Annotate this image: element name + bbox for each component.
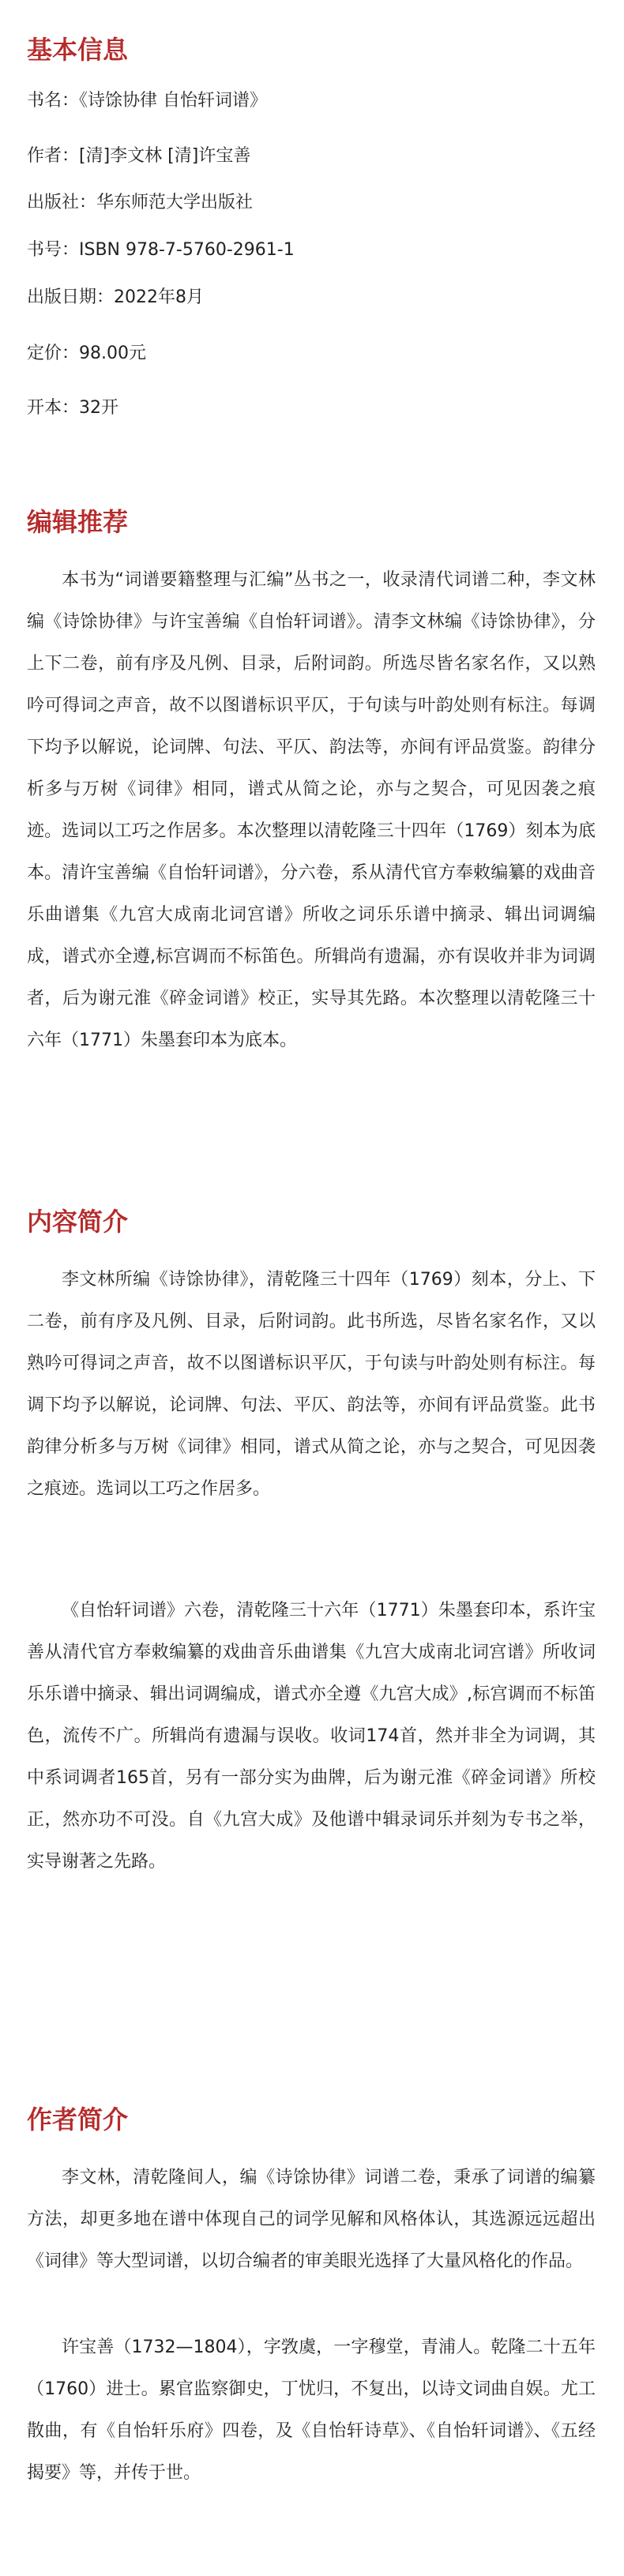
info-book-name: 书名：《诗馀协律 自怡轩词谱》: [27, 91, 267, 111]
content-intro-title: 内容简介: [27, 1207, 129, 1237]
info-publisher: 出版社：华东师范大学出版社: [27, 193, 254, 212]
editor-recommend-paragraph: 本书为“词谱要籍整理与汇编”丛书之一，收录清代词谱二种，李文林编《诗馀协律》与许宝善编《自怡轩词谱》。清李文林编《诗馀协律》，分上下二卷，前有序及凡例、目录，后附词韵。所选尽皆名家名作，又以熟吟可得词之声音，故不以图谱标识平仄，于句读与叶韵处则有标注。每调下均予以解说，论词牌、句法、平仄、韵法等，亦间有评品赏鉴。韵律分析多与万树《词律》相同，谱式从简之论，亦与之契合，可见因袭之痕迹。选词以工巧之作居多。本次整理以清乾隆三十四年（1769）刻本为底本。清许宝善编《自怡轩词谱》，分六卷，系从清代官方奉敕编纂的戏曲音乐曲谱集《九宫大成南北词宫谱》所收之词乐乐谱中摘录、辑出词调编成，谱式亦全遵,标宫调而不标笛色。所辑尚有遗漏，亦有误收并非为词调者，后为谢元淮《碎金词谱》校正，实导其先路。本次整理以清乾隆三十六年（1771）朱墨套印本为底本。: [27, 570, 596, 1050]
author-intro-paragraph-1: 李文林，清乾隆间人，编《诗馀协律》词谱二卷，秉承了词谱的编纂方法，却更多地在谱中体现自己的词学见解和风格体认，其选源远远超出《词律》等大型词谱，以切合编者的审美眼光选择了大量风格化的作品。: [27, 2168, 596, 2271]
basic-info-title: 基本信息: [27, 35, 129, 65]
content-intro-paragraph-2: 《自怡轩词谱》六卷，清乾隆三十六年（1771）朱墨套印本，系许宝善从清代官方奉敕编纂的戏曲音乐曲谱集《九宫大成南北词宫谱》所收词乐乐谱中摘录、辑出词调编成，谱式亦全遵《九宫大成》,标宫调而不标笛色，流传不广。所辑尚有遗漏与误收。收词174首，然并非全为词调，其中系词调者165首，另有一部分实为曲牌，后为谢元淮《碎金词谱》所校正，然亦功不可没。自《九宫大成》及他谱中辑录词乐并刻为专书之举，实导谢著之先路。: [27, 1601, 596, 1872]
info-price: 定价：98.00元: [27, 344, 146, 363]
author-intro-title: 作者简介: [27, 2105, 129, 2135]
content-intro-paragraph-1: 李文林所编《诗馀协律》，清乾隆三十四年（1769）刻本，分上、下二卷，前有序及凡例、目录，后附词韵。此书所选，尽皆名家名作，又以熟吟可得词之声音，故不以图谱标识平仄，于句读与叶韵处则有标注。每调下均予以解说，论词牌、句法、平仄、韵法等，亦间有评品赏鉴。此书韵律分析多与万树《词律》相同，谱式从简之论，亦与之契合，可见因袭之痕迹。选词以工巧之作居多。: [27, 1270, 596, 1499]
info-format: 开本：32开: [27, 398, 118, 418]
editor-recommend-title: 编辑推荐: [27, 507, 129, 537]
author-intro-paragraph-2: 许宝善（1732—1804），字敩虞，一字穆堂，青浦人。乾隆二十五年（1760）进士。累官监察御史，丁忧归，不复出，以诗文词曲自娱。尤工散曲，有《自怡轩乐府》四卷，及《自怡轩诗草》、《自怡轩词谱》、《五经揭要》等，并传于世。: [27, 2338, 596, 2483]
info-publish-date: 出版日期：2022年8月: [27, 287, 204, 307]
info-isbn: 书号：ISBN 978-7-5760-2961-1: [27, 240, 295, 260]
info-author: 作者：[清]李文林 [清]许宝善: [27, 146, 251, 166]
